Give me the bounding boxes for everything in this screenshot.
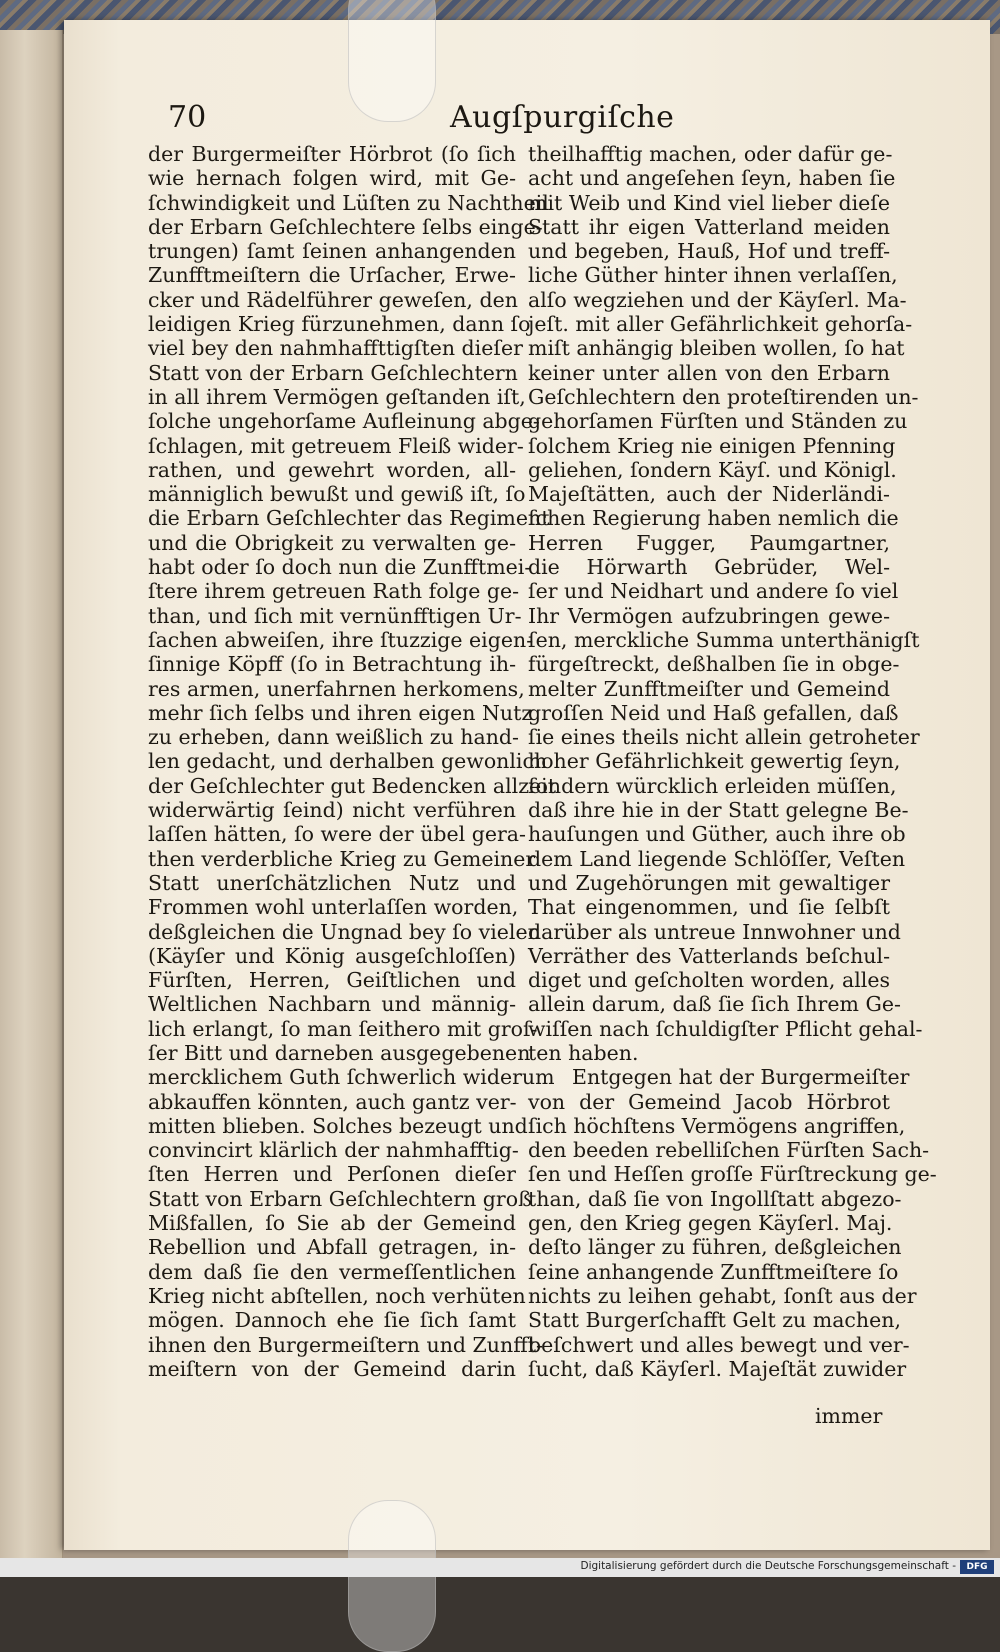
text-line: zu erheben, dann weißlich zu hand- [148,725,519,750]
text-line: mercklichem Guth ſchwerlich widerum [148,1065,555,1090]
text-line: theilhafftig machen, oder dafür ge- [528,142,893,166]
text-line: keiner unter allen von den Erbarn [528,360,890,385]
text-line: ſchlagen, mit getreuem Fleiß wider- [148,433,524,458]
text-line: ſeine anhangende Zunfftmeiſtere ſo [528,1259,899,1284]
text-line: beſchwert und alles bewegt und ver- [528,1332,910,1357]
text-line: mögen. Dannoch ehe ſie ſich ſamt [148,1308,516,1333]
text-line: Statt von der Erbarn Geſchlechtern [148,360,518,385]
text-line: miſt anhängig bleiben wollen, ſo hat [528,336,905,361]
text-line: Entgegen hat der Burgermeiſter [572,1065,910,1090]
text-line: ſucht, daß Käyſerl. Majeſtät zuwider [528,1356,907,1381]
text-line: widerwärtig ſeind) nicht verführen [148,798,516,823]
text-line: ſie eines theils nicht allein getroheter [528,725,920,750]
text-line: männiglich bewußt und gewiß iſt, ſo [148,482,526,507]
text-line: Rebellion und Abfall getragen, in- [148,1235,516,1260]
text-line: darüber als untreue Innwohner und [528,919,901,944]
text-line: Majeſtätten, auch der Niderländi- [528,482,890,507]
text-line: die Hörwarth Gebrüder, Wel- [528,555,890,580]
left-page-edge [0,30,63,1560]
text-line: der Erbarn Geſchlechtere ſelbs einge- [148,214,543,239]
text-line: wie hernach folgen wird, mit Ge- [148,166,516,191]
text-line: Statt Burgerſchafft Gelt zu machen, [528,1308,901,1333]
text-line: Herren Fugger, Paumgartner, [528,530,890,555]
text-line: ſchen Regierung haben nemlich die [528,506,899,531]
text-line: melter Zunfftmeiſter und Gemeind [528,676,890,701]
catchword: immer [815,1404,883,1428]
text-line: lich erlangt, ſo man ſeithero mit groſ- [148,1016,538,1041]
text-line: leidigen Krieg fürzunehmen, dann ſo [148,312,531,337]
text-line: Statt unerſchätzlichen Nutz und [148,870,516,895]
text-line: geliehen, ſondern Käyſ. und Königl. [528,457,897,482]
text-line: ſer und Neidhart und andere ſo viel [528,579,899,604]
page-number: 70 [168,100,207,135]
text-line: ſondern würcklich erleiden müſſen, [528,773,897,798]
text-line: allein darum, daß ſie ſich Ihrem Ge- [528,992,901,1017]
text-line: ſten Herren und Perſonen dieſer [148,1162,516,1187]
text-line: Statt von Erbarn Geſchlechtern groß [148,1186,532,1211]
text-line: jeſt. mit aller Gefährlichkeit gehorſa- [528,312,913,337]
text-line: die Erbarn Geſchlechter das Regiment [148,506,550,531]
right-text-column [528,142,937,1381]
text-line: diget und geſcholten worden, alles [528,968,890,993]
text-line: mit Weib und Kind viel lieber dieſe [528,190,890,215]
text-line: alſo wegziehen und der Käyſerl. Ma- [528,287,907,312]
text-line: ſolche ungehorſame Aufleinung abge- [148,409,540,434]
text-line: fürgeſtreckt, deßhalben ſie in obge- [528,652,900,677]
text-line: viel bey den nahmhaffttigſten dieſer [148,336,523,361]
text-line: Statt ihr eigen Vatterland meiden [528,214,890,239]
text-line: abkauffen könnten, auch gantz ver- [148,1089,517,1114]
text-line: deßgleichen die Ungnad bey ſo vielen [148,919,541,944]
text-line: rathen, und gewehrt worden, all- [148,457,516,482]
text-line: res armen, unerfahrnen herkomens, [148,676,525,701]
text-line: than, und ſich mit vernünfftigen Ur- [148,603,522,628]
text-line: That eingenommen, und ſie ſelbſt [528,895,890,920]
text-line: und begeben, Hauß, Hof und treff- [528,239,890,264]
dfg-logo: DFG [960,1560,994,1574]
text-line: mehr ſich ſelbs und ihren eigen Nutz [148,700,533,725]
text-line: gehorſamen Fürſten und Ständen zu [528,409,908,434]
text-line: ſinnige Köpff (ſo in Betrachtung ih- [148,652,516,677]
text-line: ſtere ihrem getreuen Rath folge ge- [148,579,520,604]
text-line: Mißfallen, ſo Sie ab der Gemeind [148,1211,516,1236]
text-line: ſen und Heſſen groſſe Fürſtreckung ge- [528,1162,937,1187]
text-line: wiſſen nach ſchuldigſter Pflicht gehal- [528,1016,923,1041]
text-line: mitten blieben. Solches bezeugt und [148,1113,528,1138]
text-line: meiſtern von der Gemeind darin [148,1356,516,1381]
text-line: then verderbliche Krieg zu Gemeiner [148,846,536,871]
text-line: Geſchlechtern den proteſtirenden un- [528,384,919,409]
text-line: der Burgermeiſter Hörbrot (ſo ſich [148,142,516,166]
text-line: Zunfftmeiſtern die Urſacher, Erwe- [148,263,516,288]
text-line: liche Güther hinter ihnen verlaſſen, [528,263,898,288]
text-line: und die Obrigkeit zu verwalten ge- [148,530,516,555]
text-line: gen, den Krieg gegen Käyſerl. Maj. [528,1211,893,1236]
text-line: hoher Gefährlichkeit gewertig ſeyn, [528,749,901,774]
text-line: Verräther des Vatterlands beſchul- [528,943,890,968]
text-line: Krieg nicht abſtellen, noch verhüten [148,1283,526,1308]
text-line: laſſen hätten, ſo were der übel gera- [148,822,526,847]
running-head: Augſpurgiſche [450,100,675,135]
text-line: Ihr Vermögen aufzubringen gewe- [528,603,890,628]
digitization-credit: Digitalisierung gefördert durch die Deutsche Forschungsgemeinschaft - [580,1560,956,1572]
text-line: trungen) ſamt ſeinen anhangenden [148,239,516,264]
text-line: dem daß ſie den vermeſſentlichen [148,1259,516,1284]
text-line: Fürſten, Herren, Geiſtlichen und [148,968,516,993]
text-line: (Käyſer und König ausgeſchloſſen) [148,943,516,968]
text-line: in all ihrem Vermögen geſtanden iſt, [148,384,526,409]
text-line: habt oder ſo doch nun die Zunfftmei- [148,555,532,580]
text-line: than, daß ſie von Ingollſtatt abgezo- [528,1186,902,1211]
text-line: von der Gemeind Jacob Hörbrot [528,1089,890,1114]
text-line: ſachen abweiſen, ihre ſtuzzige eigen- [148,627,534,652]
text-line: daß ihre hie in der Statt gelegne Be- [528,798,909,823]
text-line: groſſen Neid und Haß gefallen, daß [528,700,899,725]
text-line: nichts zu leihen gehabt, ſonſt aus der [528,1283,917,1308]
text-line: convincirt klärlich der nahmhafftig- [148,1138,519,1163]
text-line: cker und Rädelführer geweſen, den [148,287,518,312]
text-line: hauſungen und Güther, auch ihre ob [528,822,906,847]
text-line: dem Land liegende Schlöſſer, Veſten [528,846,906,871]
text-line: ſich höchſtens Vermögens angriffen, [528,1113,906,1138]
text-line: den beeden rebelliſchen Fürſten Sach- [528,1138,930,1163]
text-line: Frommen wohl unterlaſſen worden, [148,895,519,920]
text-line: ſchwindigkeit und Lüſten zu Nachtheil [148,190,549,215]
text-line: acht und angeſehen ſeyn, haben ſie [528,166,896,191]
text-line: ſen, merckliche Summa unterthänigſt [528,627,920,652]
text-line: ten haben. [528,1040,639,1065]
text-line: Weltlichen Nachbarn und männig- [148,992,516,1017]
text-line: len gedacht, und derhalben gewonlich [148,749,548,774]
text-line: deſto länger zu führen, deßgleichen [528,1235,902,1260]
text-line: ihnen den Burgermeiſtern und Zunfft- [148,1332,543,1357]
text-line: der Geſchlechter gut Bedencken allzeit [148,773,556,798]
left-text-column [148,142,556,1381]
text-line: ſer Bitt und darneben ausgegebenen [148,1040,531,1065]
text-line: ſolchem Krieg nie einigen Pfenning [528,433,896,458]
text-line: und Zugehörungen mit gewaltiger [528,870,890,895]
